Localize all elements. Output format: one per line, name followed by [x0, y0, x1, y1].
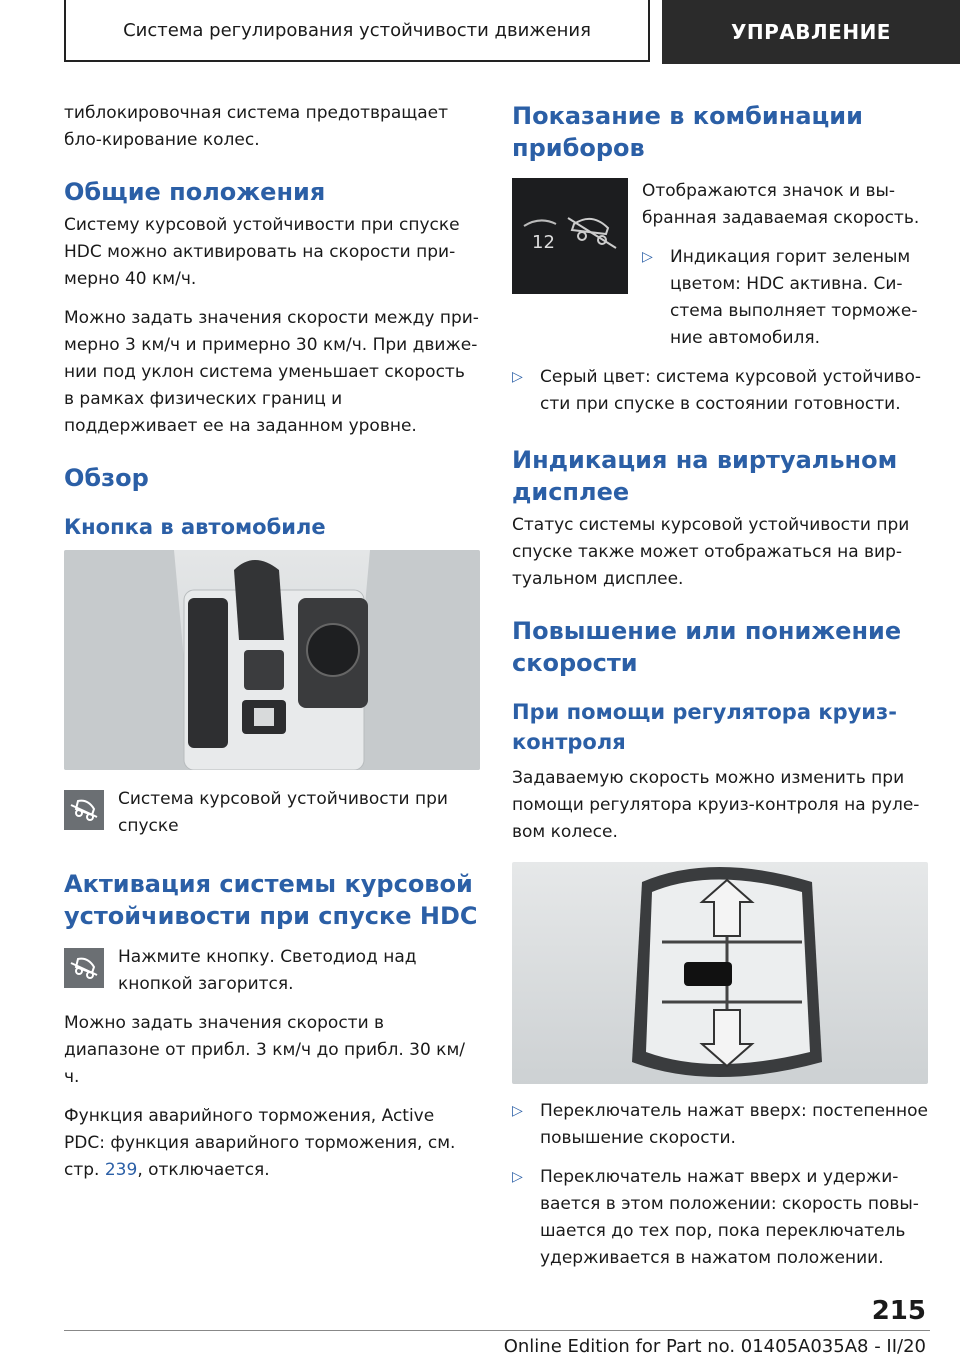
cruise-para: Задаваемую скорость можно изменить при помощи регулятора круиз-контроля на руле-вом колесе. [512, 768, 920, 842]
heading-overview: Обзор [64, 464, 149, 492]
section-title: Система регулирования устойчивости движения [123, 19, 591, 41]
activation-para-2-end: , отключается. [137, 1160, 270, 1180]
running-header [64, 0, 650, 62]
bullet-hold [512, 1164, 928, 1272]
activation-step: Нажмите кнопку. Светодиод над кнопкой загорится. [118, 947, 417, 994]
chapter-tab[interactable] [662, 0, 960, 64]
bullet-up-text: Переключатель нажат вверх: постепенное повышение скорости. [540, 1101, 928, 1148]
hdc-caption: Система курсовой устойчивости при спуске [118, 789, 448, 836]
hdc-caption-row [64, 786, 480, 840]
right-column [512, 100, 928, 1284]
center-console-illustration [64, 550, 480, 770]
bullet-triangle-icon: ▷ [642, 249, 653, 265]
virtual-para: Статус системы курсовой устойчивости при спуске также может отображаться на вир-туальном дисплее. [512, 515, 910, 589]
bullet-hold-text: Переключатель нажат вверх и удержи-вается в этом положении: скорость повы-шается до тех пор, пока переключатель удерживается в нажатом положении. [540, 1167, 919, 1268]
activation-para-2 [64, 1103, 480, 1184]
heading-general: Общие положения [64, 178, 326, 206]
bullet-gray-text: Серый цвет: система курсовой устойчиво-сти при спуске в состоянии готовности. [540, 367, 921, 414]
bullet-green [642, 244, 928, 352]
page-number: 215 [871, 1296, 926, 1326]
heading-activation: Активация системы курсовой устойчивости при спуске HDC [64, 870, 478, 930]
bullet-gray [512, 364, 928, 418]
footer-divider [64, 1330, 930, 1331]
bullet-triangle-icon: ▷ [512, 369, 523, 385]
heading-instrument: Показание в комбинации приборов [512, 102, 863, 162]
bullet-green-text: Индикация горит зеленым цветом: HDC активна. Си-стема выполняет торможе-ние автомобиля. [670, 247, 918, 348]
general-para-2: Можно задать значения скорости между при-мерно 3 км/ч и примерно 30 км/ч. При движе-нии под уклон система уменьшает скорость в рамках физических границ и поддерживает ее на заданном уровне. [64, 308, 479, 436]
cruise-rocker-illustration [512, 862, 928, 1084]
hdc-icon [64, 948, 104, 988]
page-link[interactable]: 239 [104, 1160, 138, 1180]
heading-cruise: При помощи регулятора круиз-контроля [512, 700, 897, 754]
intro-text: тиблокировочная система предотвращает бло-кирование колес. [64, 103, 449, 150]
instrument-para: Отображаются значок и вы-бранная задаваемая скорость. [642, 181, 920, 228]
heading-button-in-car: Кнопка в автомобиле [64, 515, 326, 539]
general-para-1: Систему курсовой устойчивости при спуске HDC можно активировать на скорости при-мерно 40 км/ч. [64, 215, 460, 289]
activation-step-row [64, 944, 480, 998]
activation-para-1: Можно задать значения скорости в диапазоне от прибл. 3 км/ч до прибл. 30 км/ч. [64, 1013, 466, 1087]
bullet-triangle-icon: ▷ [512, 1169, 523, 1185]
hdc-icon [64, 790, 104, 830]
heading-speed: Повышение или понижение скорости [512, 617, 902, 677]
bullet-up [512, 1098, 928, 1152]
bullet-triangle-icon: ▷ [512, 1103, 523, 1119]
cluster-hdc-display [512, 178, 628, 294]
center-console-photo [64, 550, 480, 770]
cluster-image [512, 178, 628, 294]
footer-edition: Online Edition for Part no. 01405A035A8 - II/20 [503, 1336, 926, 1357]
activation-para-2-text: Функция аварийного торможения, Active PDC: функция аварийного торможения, см. стр. [64, 1106, 456, 1180]
heading-virtual: Индикация на виртуальном дисплее [512, 446, 898, 506]
cluster-speed: 12 [532, 232, 555, 253]
instrument-section [512, 178, 928, 364]
left-column [64, 100, 480, 1196]
steering-control-photo [512, 862, 928, 1084]
chapter-tab-label: УПРАВЛЕНИЕ [731, 20, 891, 44]
